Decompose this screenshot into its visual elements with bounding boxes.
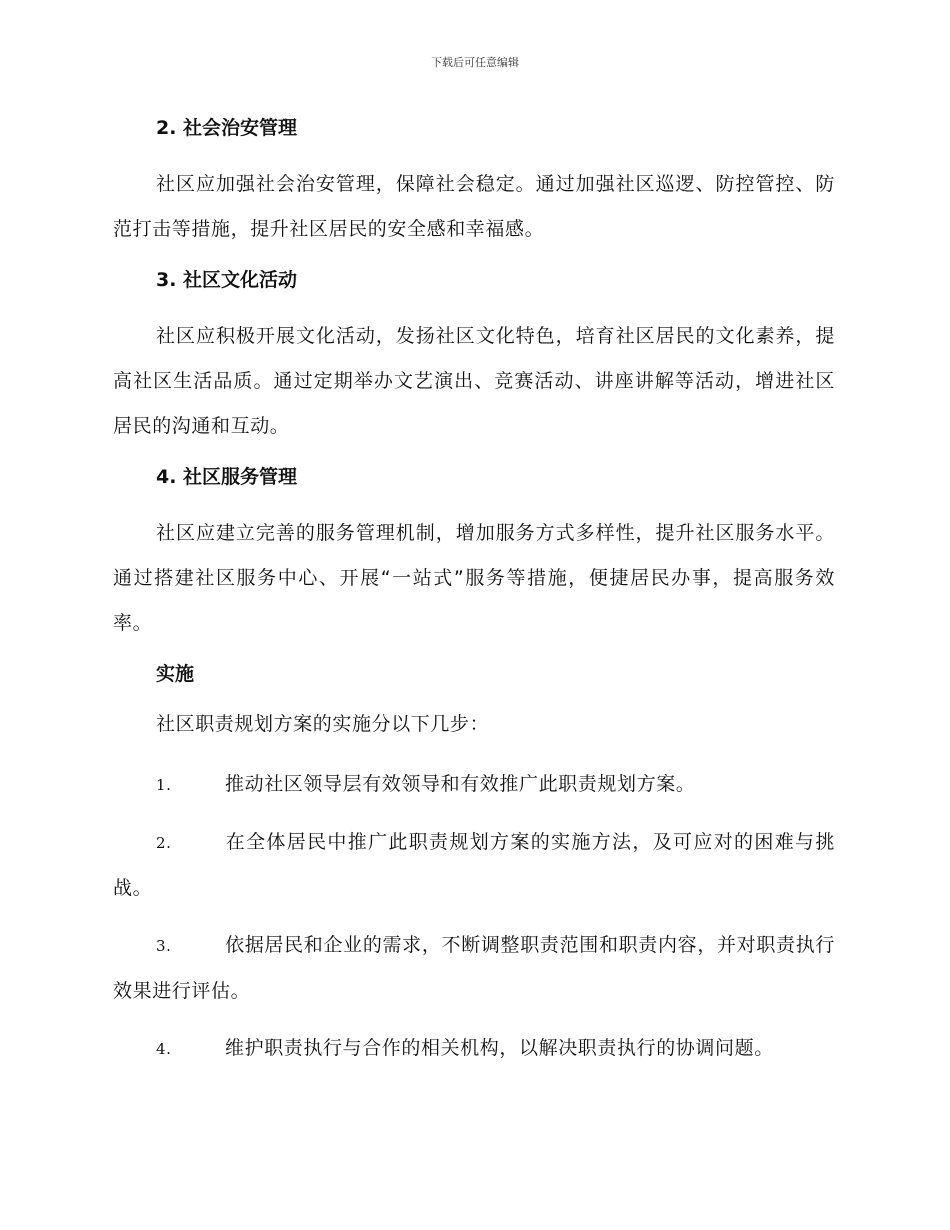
section-heading-service: 4. 社区服务管理	[156, 466, 298, 488]
section-heading-culture: 3. 社区文化活动	[156, 269, 298, 291]
implementation-step	[113, 1026, 835, 1072]
step-number: 2.	[156, 834, 172, 852]
step-text: 推动社区领导层有效领导和有效推广此职责规划方案。	[225, 773, 696, 795]
section-paragraph-service: 社区应建立完善的服务管理机制，增加服务方式多样性，提升社区服务水平。通过搭建社区服务中心、开展“一站式”服务等措施，便捷居民办事，提高服务效率。	[113, 522, 835, 634]
section-heading-social-security: 2. 社会治安管理	[156, 117, 298, 139]
section-paragraph-culture: 社区应积极开展文化活动，发扬社区文化特色，培育社区居民的文化素养，提高社区生活品质。通过定期举办文艺演出、竞赛活动、讲座讲解等活动，增进社区居民的沟通和互动。	[113, 325, 835, 437]
step-number: 4.	[156, 1040, 172, 1058]
implementation-step	[113, 762, 835, 808]
step-number: 1.	[156, 776, 172, 794]
step-text: 在全体居民中推广此职责规划方案的实施方法，及可应对的困难与挑战。	[113, 831, 835, 899]
document-body	[113, 112, 835, 1084]
implementation-heading: 实施	[156, 663, 195, 685]
implementation-intro: 社区职责规划方案的实施分以下几步：	[156, 713, 490, 735]
step-number: 3.	[156, 937, 172, 955]
implementation-step	[113, 923, 835, 1014]
implementation-step	[113, 820, 835, 911]
page-header: 下载后可任意编辑	[431, 56, 519, 69]
section-paragraph-social-security: 社区应加强社会治安管理，保障社会稳定。通过加强社区巡逻、防控管控、防范打击等措施，提升社区居民的安全感和幸福感。	[113, 173, 835, 240]
step-text: 维护职责执行与合作的相关机构，以解决职责执行的协调问题。	[225, 1037, 774, 1059]
step-text: 依据居民和企业的需求，不断调整职责范围和职责内容，并对职责执行效果进行评估。	[113, 934, 835, 1002]
